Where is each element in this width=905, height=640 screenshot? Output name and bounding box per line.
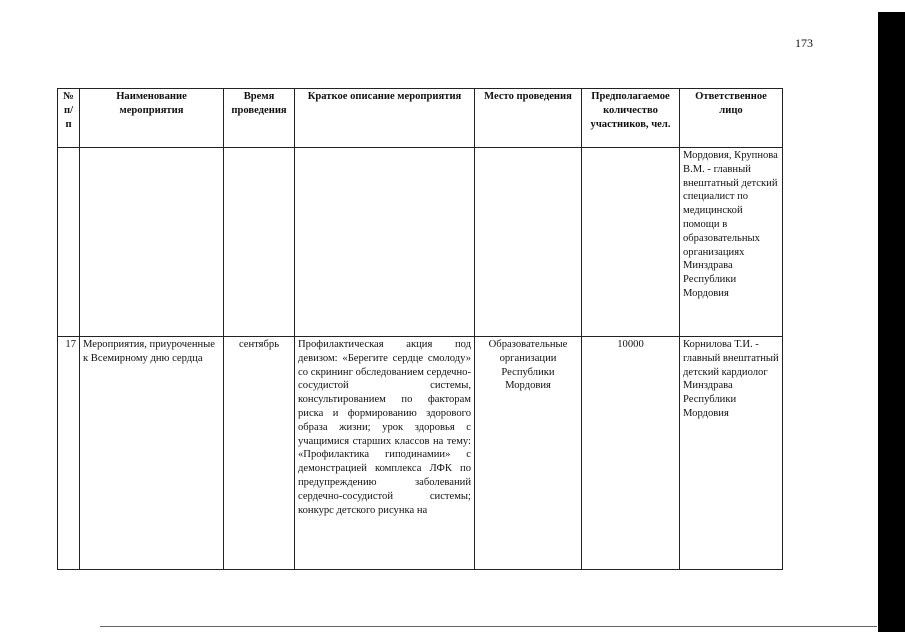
bottom-rule [100,626,877,627]
header-description: Краткое описание мероприятия [295,89,475,148]
cell-number [58,148,80,337]
header-event-name: Наименование мероприятия [80,89,224,148]
scan-edge-bar [878,12,905,632]
cell-place [475,148,582,337]
cell-place: Образовательные организации Республики Мордовия [475,337,582,570]
cell-description [295,148,475,337]
header-time: Время проведения [224,89,295,148]
cell-responsible: Корнилова Т.И. - главный внештатный детский кардиолог Минздрава Республики Мордовия [680,337,783,570]
events-table [57,88,783,570]
table-header-row [58,89,783,148]
cell-time: сентябрь [224,337,295,570]
page-number: 173 [795,36,813,50]
header-number: № п/п [58,89,80,148]
cell-time [224,148,295,337]
table-row-continued [58,148,783,337]
table-row-17 [58,337,783,570]
cell-number: 17 [58,337,80,570]
cell-responsible: Мордовия, Крупнова В.М. - главный внештатный детский специалист по медицинской помощи в образовательных организациях Минздрава Республики Мордовия [680,148,783,337]
header-participants: Предполагаемое количество участников, чел. [582,89,680,148]
header-place: Место проведения [475,89,582,148]
cell-participants [582,148,680,337]
cell-event-name: Мероприятия, приуроченные к Всемирному дню сердца [80,337,224,570]
cell-event-name [80,148,224,337]
cell-description: Профилактическая акция под девизом: «Берегите сердце смолоду» со скрининг обследованием сердечно-сосудистой системы, консультированием по факторам риска и формированию здорового образа жизни; урок здоровья с учащимися старших классов на тему: «Профилактика гиподинамии» с демонстрацией комплекса ЛФК по предупреждению заболеваний сердечно-сосудистой системы; конкурс детского рисунка на [295,337,475,570]
header-responsible: Ответственное лицо [680,89,783,148]
cell-participants: 10000 [582,337,680,570]
